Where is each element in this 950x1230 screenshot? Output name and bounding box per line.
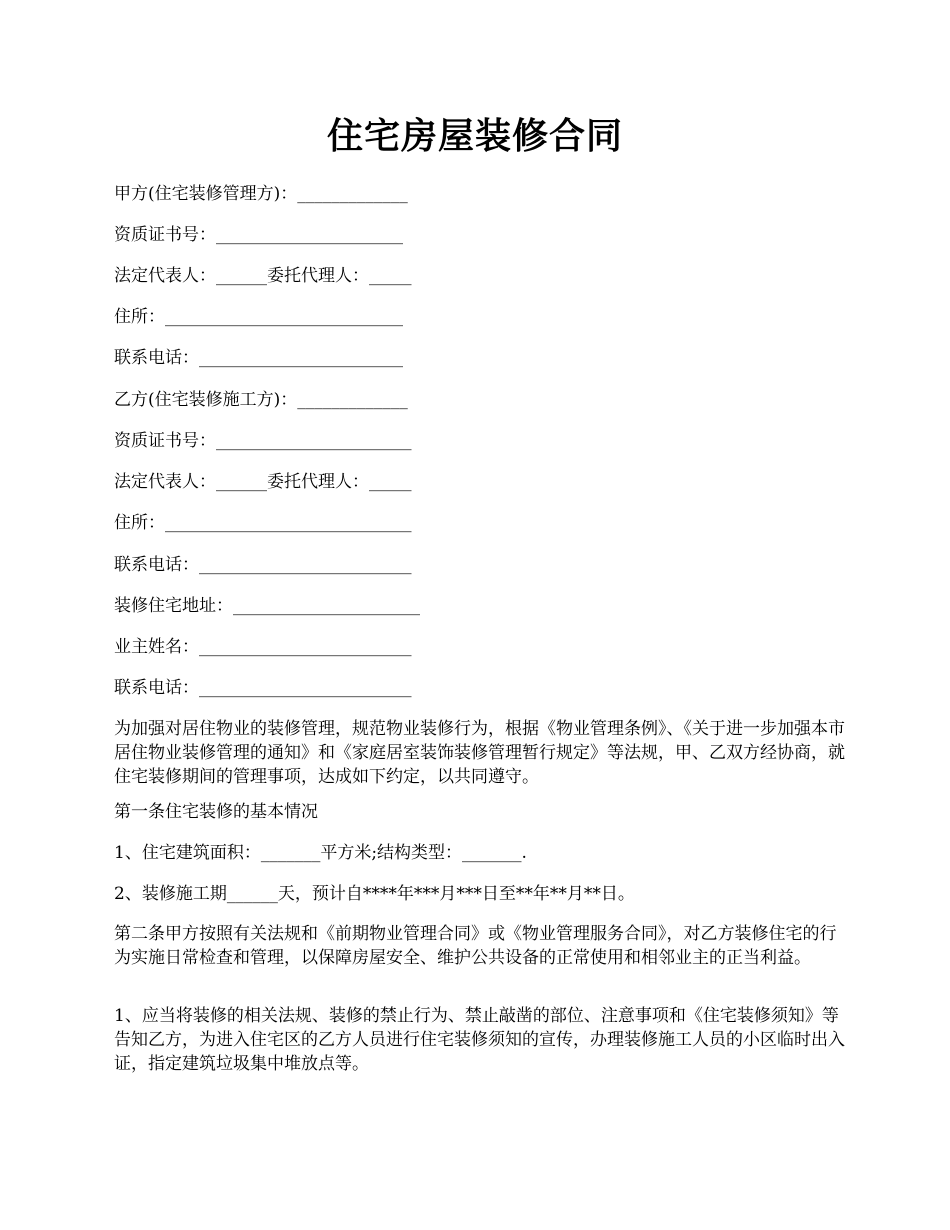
article-1-item-1: 1、住宅建筑面积：_______平方米;结构类型：_______. [114, 843, 527, 863]
party-a-rep-line: 法定代表人：______委托代理人：_____ [114, 266, 412, 286]
party-b-address-line: 住所：_____________________________ [114, 513, 412, 533]
article-1-item-2: 2、装修施工期______天，预计自****年***月***日至**年**月**日。 [114, 884, 635, 904]
article-1-heading: 第一条住宅装修的基本情况 [114, 802, 318, 822]
party-a-cert-line: 资质证书号：______________________ [114, 225, 403, 245]
party-b-name-line: 乙方(住宅装修施工方)：_____________ [114, 390, 408, 410]
article-2-item-1: 1、应当将装修的相关法规、装修的禁止行为、禁止敲凿的部位、注意事项和《住宅装修须知》等告知乙方，为进入住宅区的乙方人员进行住宅装修须知的宣传，办理装修施工人员的小区临时出入证，指定建筑垃圾集中堆放点等。 [114, 1006, 845, 1074]
article-2-heading: 第二条甲方按照有关法规和《前期物业管理合同》或《物业管理服务合同》，对乙方装修住宅的行为实施日常检查和管理，以保障房屋安全、维护公共设备的正常使用和相邻业主的正当利益。 [114, 924, 837, 968]
party-a-address-line: 住所：____________________________ [114, 307, 403, 327]
owner-name-line: 业主姓名：_________________________ [114, 637, 412, 657]
party-a-phone-line: 联系电话：________________________ [114, 348, 403, 368]
owner-phone-line: 联系电话：_________________________ [114, 678, 412, 698]
property-address-line: 装修住宅地址：______________________ [114, 596, 420, 616]
party-a-name-line: 甲方(住宅装修管理方)：_____________ [114, 184, 408, 204]
party-b-cert-line: 资质证书号：_______________________ [114, 431, 412, 451]
document-title: 住宅房屋装修合同 [326, 115, 623, 157]
party-b-rep-line: 法定代表人：______委托代理人：_____ [114, 472, 412, 492]
intro-paragraph: 为加强对居住物业的装修管理，规范物业装修行为，根据《物业管理条例》、《关于进一步加强本市居住物业装修管理的通知》和《家庭居室装饰装修管理暂行规定》等法规，甲、乙双方经协商，就住宅装修期间的管理事项，达成如下约定，以共同遵守。 [114, 719, 845, 787]
party-b-phone-line: 联系电话：_________________________ [114, 555, 412, 575]
